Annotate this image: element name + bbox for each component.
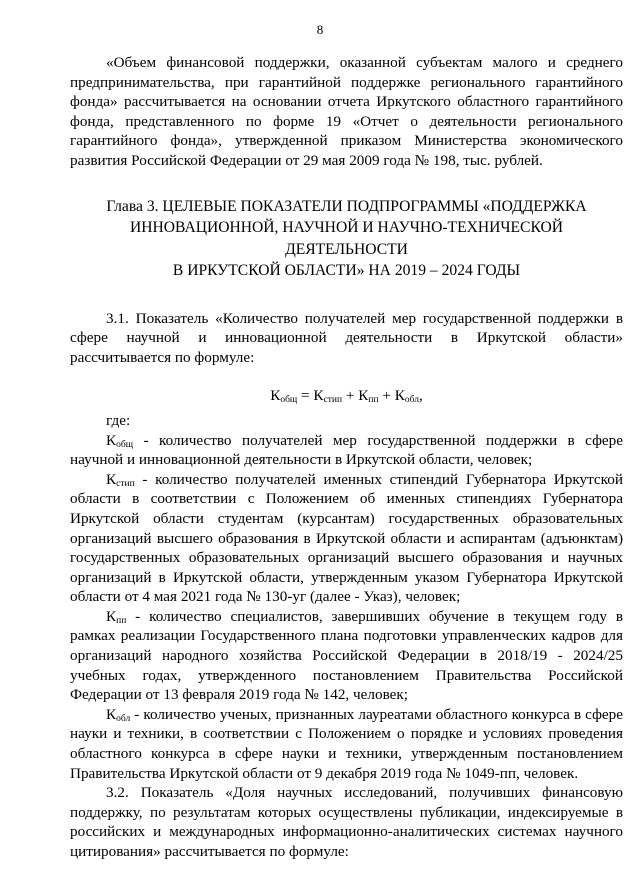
section-3-2-paragraph: 3.2. Показатель «Доля научных исследований, получивших финансовую поддержку, по результатам которых осуществлены публикации, индексируемые в российских и международных информационно-аналитических системах научного цитирования» рассчитывается по формуле: <box>70 784 623 860</box>
definition-symbol-sub: стип <box>116 478 135 489</box>
definition-symbol-base: К <box>106 431 117 449</box>
formula-term-1-base: К <box>313 387 324 405</box>
document-body <box>70 53 623 862</box>
formula-equals: = <box>297 387 314 405</box>
chapter-heading-line-3: В ИРКУТСКОЙ ОБЛАСТИ» НА 2019 – 2024 ГОДЫ <box>172 262 521 280</box>
formula-end: , <box>419 387 423 405</box>
formula-term-2-base: К <box>358 387 369 405</box>
formula-term-2-sub: пп <box>368 395 379 406</box>
definition-symbol-sub: общ <box>116 439 134 450</box>
where-label: где: <box>106 411 131 429</box>
definition-symbol-base: К <box>106 705 117 723</box>
definition-k-obshch <box>70 431 623 470</box>
definition-symbol-base: К <box>106 607 117 625</box>
section-3-1-paragraph: 3.1. Показатель «Количество получателей мер государственной поддержки в сфере научной и инновационной деятельности в Иркутской области» рассчитывается по формуле: <box>70 309 623 366</box>
definition-text: - количество специалистов, завершивших обучение в текущем году в рамках реализации Государственного плана подготовки управленческих кадров для организаций народного хозяйства Российской Федерации в 2018/19 - 2024/25 учебных годах, утвержденного постановлением Правительства Российской Федерации от 13 февраля 2019 года № 142, человек; <box>70 607 623 704</box>
chapter-heading-line-2: ИННОВАЦИОННОЙ, НАУЧНОЙ И НАУЧНО-ТЕХНИЧЕСКОЙ ДЕЯТЕЛЬНОСТИ <box>130 219 563 258</box>
formula-3-1 <box>70 386 623 406</box>
definition-symbol-sub: пп <box>116 615 127 626</box>
formula-lhs-sub: общ <box>280 395 298 406</box>
formula-plus-2: + <box>378 387 395 405</box>
chapter-heading-line-1: Глава 3. ЦЕЛЕВЫЕ ПОКАЗАТЕЛИ ПОДПРОГРАММЫ «ПОДДЕРЖКА <box>106 197 587 215</box>
intro-paragraph: «Объем финансовой поддержки, оказанной субъектам малого и среднего предпринимательства, при гарантийной поддержке регионального гарантийного фонда» рассчитывается на основании отчета Иркутского областного гарантийного фонда, представленного по форме 19 «Отчет о деятельности регионального гарантийного фонда», утвержденной приказом Министерства экономического развития Российской Федерации от 29 мая 2009 года № 198, тыс. рублей. <box>70 54 623 169</box>
definition-symbol-sub: обл <box>116 713 131 724</box>
definition-k-obl <box>70 705 623 783</box>
chapter-heading <box>70 196 623 282</box>
formula-term-3-sub: обл <box>404 395 419 406</box>
definition-symbol-base: К <box>106 470 117 488</box>
definition-k-pp <box>70 607 623 705</box>
definition-text: - количество получателей мер государственной поддержки в сфере научной и инновационной деятельности в Иркутской области, человек; <box>70 431 623 469</box>
formula-lhs-base: К <box>270 387 281 405</box>
definition-text: - количество получателей именных стипендий Губернатора Иркутской области в соответствии с Положением об именных стипендиях Губернатора Иркутской области студентам (курсантам) государственных образовательных организаций высшего образования в Иркутской области и аспирантам (адъюнктам) государственных образовательных организаций высшего образования и научных организаций в Иркутской области, утвержденным указом Губернатора Иркутской области от 4 мая 2021 года № 130-уг (далее - Указ), человек; <box>70 470 623 606</box>
formula-plus-1: + <box>342 387 359 405</box>
page-number: 8 <box>316 22 324 37</box>
formula-term-1-sub: стип <box>323 395 343 406</box>
definition-text: - количество ученых, признанных лауреатами областного конкурса в сфере науки и техники, в соответствии с Положением о порядке и условиях проведения областного конкурса в сфере науки и техники, утвержденным постановлением Правительства Иркутской области от 9 декабря 2019 года № 1049-пп, человек. <box>70 705 623 782</box>
formula-term-3-base: К <box>394 387 405 405</box>
definition-k-stip <box>70 470 623 607</box>
